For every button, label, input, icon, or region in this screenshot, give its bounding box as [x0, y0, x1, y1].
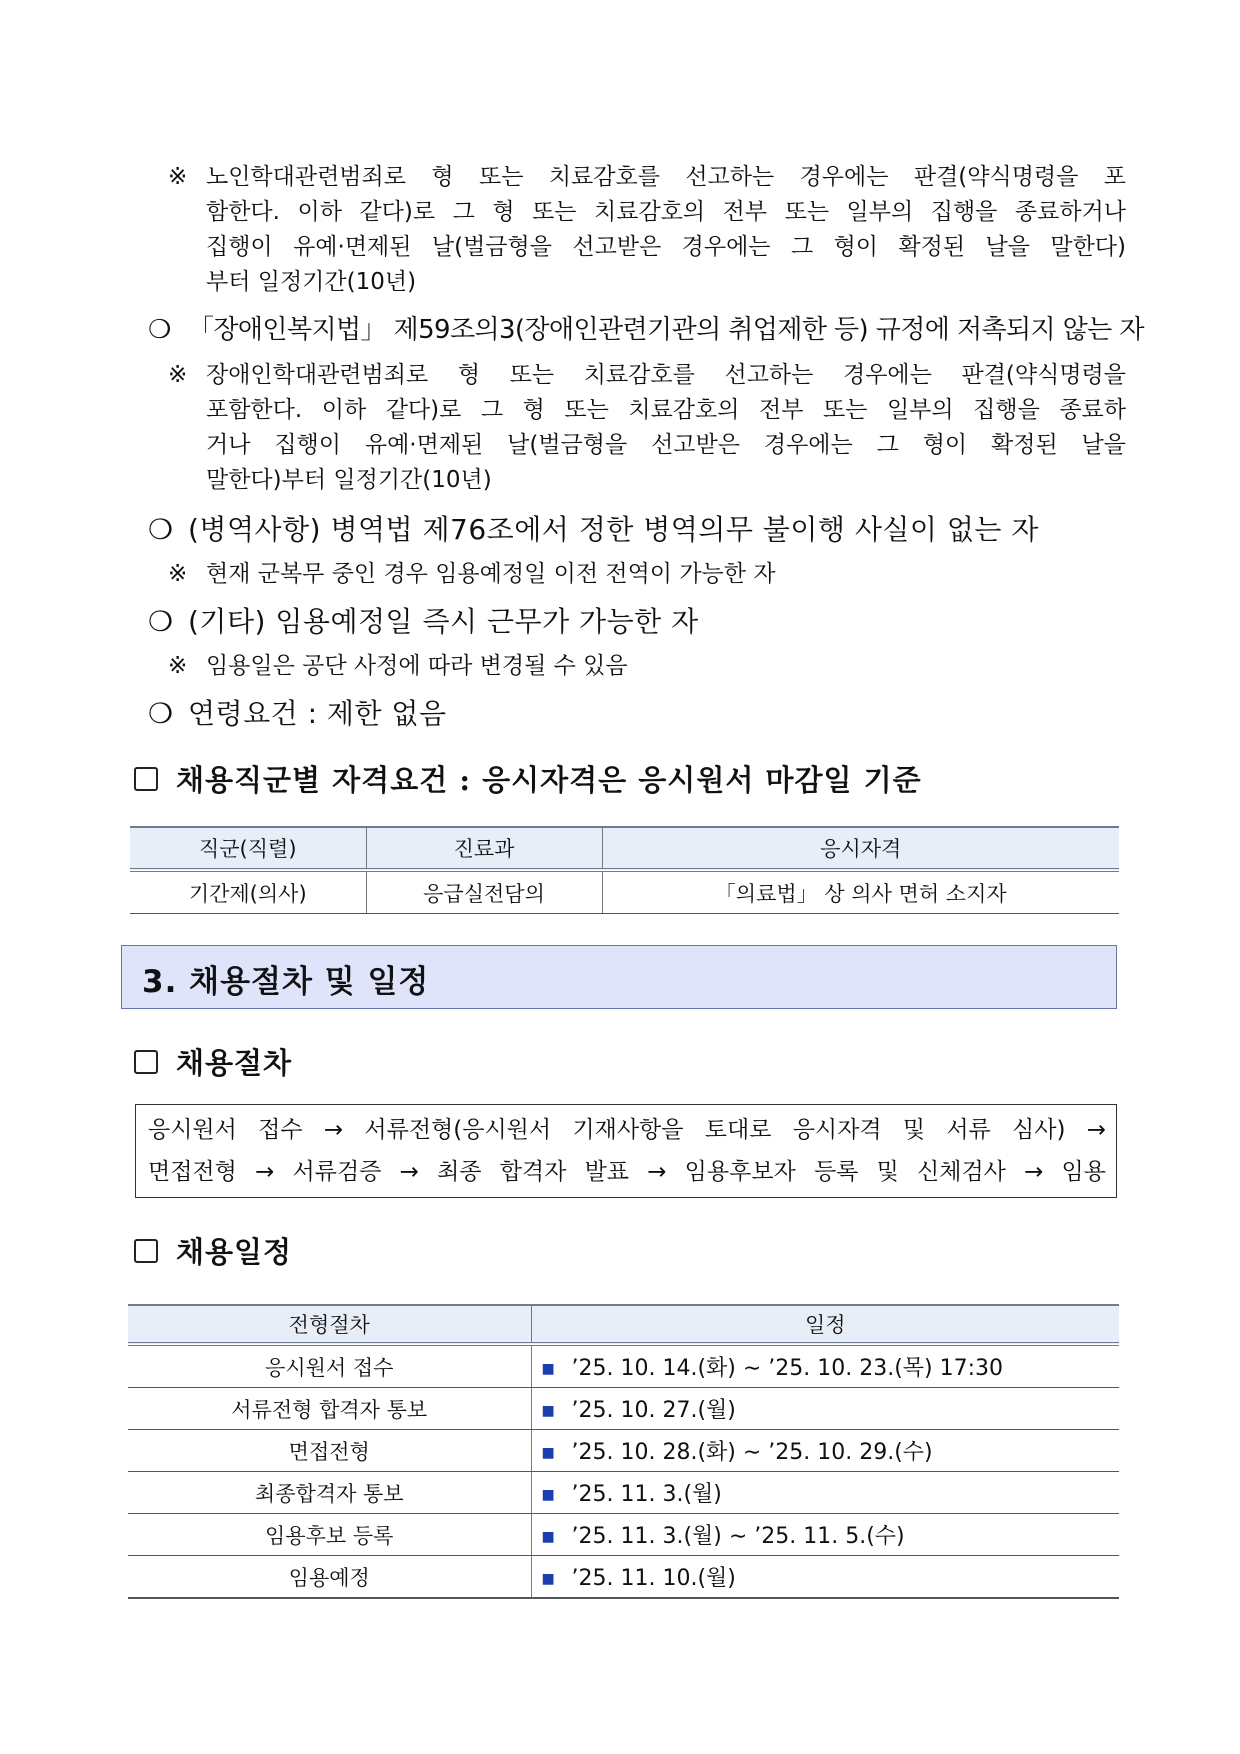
- note-text: 현재 군복무 중인 경우 임용예정일 이전 전역이 가능한 자: [206, 561, 776, 587]
- bullet-military: [148, 510, 1039, 550]
- schedule-step: 면접전형: [128, 1430, 531, 1472]
- table-row: [128, 1514, 1119, 1556]
- note-military: [168, 557, 776, 592]
- checkbox-square-icon: [134, 767, 158, 791]
- schedule-date: ’25. 10. 14.(화) ∼ ’25. 10. 23.(목) 17:30: [571, 1356, 1004, 1381]
- table-cell: 응급실전담의: [366, 870, 602, 914]
- procedure-line: 면접전형 → 서류검증 → 최종 합격자 발표 → 임용후보자 등록 및 신체검사 → 임용: [148, 1159, 1106, 1185]
- qualification-heading: [134, 760, 922, 800]
- schedule-table: [128, 1304, 1119, 1599]
- square-bullet-icon: ■: [541, 1529, 555, 1545]
- procedure-heading: [134, 1043, 292, 1083]
- procedure-box: [135, 1104, 1117, 1198]
- note-line: 노인학대관련범죄로 형 또는 치료감호를 선고하는 경우에는 판결(약식명령을 포: [206, 164, 1126, 190]
- table-row: [128, 1556, 1119, 1599]
- bullet-mark: ❍: [148, 513, 174, 546]
- note-line: 거나 집행이 유예·면제된 날(벌금형을 선고받은 경우에는 그 형이 확정된 날을: [206, 432, 1126, 458]
- bullet-text: 연령요건 : 제한 없음: [188, 697, 447, 730]
- note-mark: ※: [168, 561, 188, 587]
- table-row: [128, 1472, 1119, 1514]
- note-mark: ※: [168, 164, 188, 190]
- table-header-row: [128, 1305, 1119, 1344]
- square-bullet-icon: ■: [541, 1571, 555, 1587]
- note-line: 포함한다. 이하 같다)로 그 형 또는 치료감호의 전부 또는 일부의 집행을 종료하: [206, 397, 1126, 423]
- note-line: 장애인학대관련범죄로 형 또는 치료감호를 선고하는 경우에는 판결(약식명령을: [206, 362, 1126, 388]
- section-3-header: [121, 945, 1117, 1009]
- heading-text: 채용일정: [176, 1235, 293, 1269]
- note-elder-abuse: [168, 160, 1126, 300]
- table-header: 일정: [531, 1305, 1119, 1344]
- schedule-step: 응시원서 접수: [128, 1344, 531, 1388]
- table-header: 직군(직렬): [130, 827, 366, 870]
- schedule-date: ’25. 11. 3.(월) ∼ ’25. 11. 5.(수): [571, 1524, 905, 1549]
- note-other: [168, 649, 628, 684]
- checkbox-square-icon: [134, 1239, 158, 1263]
- table-header: 전형절차: [128, 1305, 531, 1344]
- table-header-row: [130, 827, 1119, 870]
- bullet-age: [148, 694, 447, 734]
- table-cell: 기간제(의사): [130, 870, 366, 914]
- qualification-table: [130, 826, 1119, 914]
- schedule-date-cell: [531, 1430, 1119, 1472]
- table-cell: 「의료법」 상 의사 면허 소지자: [602, 870, 1119, 914]
- checkbox-square-icon: [134, 1050, 158, 1074]
- schedule-date: ’25. 10. 27.(월): [571, 1398, 736, 1423]
- schedule-step: 임용예정: [128, 1556, 531, 1599]
- square-bullet-icon: ■: [541, 1487, 555, 1503]
- bullet-text: 「장애인복지법」 제59조의3(장애인관련기관의 취업제한 등) 규정에 저촉되지 않는 자: [188, 315, 1144, 345]
- note-text: 임용일은 공단 사정에 따라 변경될 수 있음: [206, 653, 628, 679]
- table-header: 진료과: [366, 827, 602, 870]
- section-title: 3. 채용절차 및 일정: [142, 964, 430, 1000]
- table-row: [128, 1388, 1119, 1430]
- bullet-text: (병역사항) 병역법 제76조에서 정한 병역의무 불이행 사실이 없는 자: [188, 513, 1039, 546]
- bullet-other: [148, 602, 699, 642]
- heading-text: 채용절차: [176, 1046, 293, 1080]
- note-line: 함한다. 이하 같다)로 그 형 또는 치료감호의 전부 또는 일부의 집행을 종료하거나: [206, 199, 1126, 225]
- table-row: [130, 870, 1119, 914]
- schedule-date-cell: [531, 1344, 1119, 1388]
- note-line: 말한다)부터 일정기간(10년): [206, 467, 492, 493]
- schedule-step: 최종합격자 통보: [128, 1472, 531, 1514]
- table-row: [128, 1430, 1119, 1472]
- table-header: 응시자격: [602, 827, 1119, 870]
- bullet-mark: ❍: [148, 605, 174, 638]
- schedule-step: 임용후보 등록: [128, 1514, 531, 1556]
- heading-text: 채용직군별 자격요건 : 응시자격은 응시원서 마감일 기준: [176, 763, 922, 797]
- bullet-text: (기타) 임용예정일 즉시 근무가 가능한 자: [188, 605, 699, 638]
- note-mark: ※: [168, 653, 188, 679]
- schedule-date-cell: [531, 1472, 1119, 1514]
- note-disability-abuse: [168, 358, 1126, 498]
- note-line: 집행이 유예·면제된 날(벌금형을 선고받은 경우에는 그 형이 확정된 날을 말한다): [206, 234, 1126, 260]
- schedule-date-cell: [531, 1514, 1119, 1556]
- procedure-line: 응시원서 접수 → 서류전형(응시원서 기재사항을 토대로 응시자격 및 서류 심사) →: [148, 1117, 1106, 1143]
- schedule-date-cell: [531, 1388, 1119, 1430]
- table-row: [128, 1344, 1119, 1388]
- note-line: 부터 일정기간(10년): [206, 269, 417, 295]
- schedule-step: 서류전형 합격자 통보: [128, 1388, 531, 1430]
- bullet-disability-law: [148, 310, 1144, 350]
- schedule-date: ’25. 11. 3.(월): [571, 1482, 722, 1507]
- square-bullet-icon: ■: [541, 1403, 555, 1419]
- schedule-heading: [134, 1232, 292, 1272]
- schedule-date: ’25. 11. 10.(월): [571, 1566, 736, 1591]
- schedule-date-cell: [531, 1556, 1119, 1599]
- square-bullet-icon: ■: [541, 1445, 555, 1461]
- bullet-mark: ❍: [148, 315, 171, 345]
- schedule-date: ’25. 10. 28.(화) ∼ ’25. 10. 29.(수): [571, 1440, 933, 1465]
- note-mark: ※: [168, 362, 188, 388]
- bullet-mark: ❍: [148, 697, 174, 730]
- square-bullet-icon: ■: [541, 1361, 555, 1377]
